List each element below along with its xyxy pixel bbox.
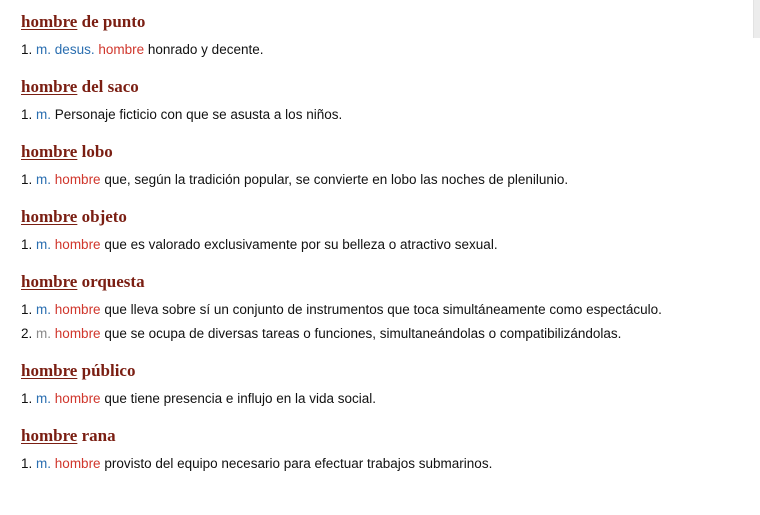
- sense-number: 1.: [21, 237, 33, 252]
- scrollbar-edge[interactable]: [753, 0, 760, 38]
- headword-link[interactable]: hombre: [21, 426, 78, 445]
- grammar-abbreviation[interactable]: m.: [36, 237, 52, 252]
- grammar-abbreviation[interactable]: m.: [36, 107, 52, 122]
- grammar-abbreviation: m.: [36, 326, 52, 341]
- sense-definition: provisto del equipo necesario para efectuar trabajos submarinos.: [104, 456, 493, 471]
- sense-definition: que lleva sobre sí un conjunto de instrumentos que toca simultáneamente como espectáculo.: [104, 302, 662, 317]
- entry-title-rest: rana: [81, 426, 116, 445]
- entry-title: [21, 205, 751, 229]
- sense-definition: honrado y decente.: [147, 42, 264, 57]
- headword-link[interactable]: hombre: [21, 12, 78, 31]
- sense-item: [21, 299, 751, 321]
- dictionary-entries: [21, 10, 751, 489]
- sense-definition: Personaje ficticio con que se asusta a los niños.: [54, 107, 343, 122]
- entry-title: [21, 359, 751, 383]
- entry-hombre-lobo: [21, 140, 751, 191]
- reference-link[interactable]: hombre: [54, 456, 101, 471]
- entry-title: [21, 75, 751, 99]
- entry-hombre-del-saco: [21, 75, 751, 126]
- grammar-abbreviation[interactable]: m.: [36, 42, 52, 57]
- reference-link[interactable]: hombre: [98, 42, 145, 57]
- sense-number: 2.: [21, 326, 33, 341]
- entry-title-rest: orquesta: [81, 272, 145, 291]
- sense-number: 1.: [21, 456, 33, 471]
- entry-title: [21, 10, 751, 34]
- grammar-abbreviation[interactable]: m.: [36, 391, 52, 406]
- sense-number: 1.: [21, 302, 33, 317]
- entry-hombre-objeto: [21, 205, 751, 256]
- sense-item: [21, 453, 751, 475]
- sense-number: 1.: [21, 172, 33, 187]
- sense-item: [21, 39, 751, 61]
- sense-number: 1.: [21, 107, 33, 122]
- entry-title-rest: del saco: [81, 77, 139, 96]
- entry-title-rest: objeto: [81, 207, 127, 226]
- grammar-abbreviation[interactable]: m.: [36, 302, 52, 317]
- sense-item: [21, 323, 751, 345]
- sense-definition: que, según la tradición popular, se convierte en lobo las noches de plenilunio.: [104, 172, 569, 187]
- sense-item: [21, 388, 751, 410]
- reference-link[interactable]: hombre: [54, 237, 101, 252]
- headword-link[interactable]: hombre: [21, 207, 78, 226]
- grammar-abbreviation[interactable]: m.: [36, 456, 52, 471]
- headword-link[interactable]: hombre: [21, 77, 78, 96]
- headword-link[interactable]: hombre: [21, 361, 78, 380]
- entry-hombre-publico: [21, 359, 751, 410]
- entry-hombre-orquesta: [21, 270, 751, 345]
- sense-definition: que es valorado exclusivamente por su belleza o atractivo sexual.: [104, 237, 498, 252]
- sense-item: [21, 104, 751, 126]
- entry-hombre-rana: [21, 424, 751, 475]
- reference-link[interactable]: hombre: [54, 172, 101, 187]
- sense-item: [21, 234, 751, 256]
- sense-definition: que tiene presencia e influjo en la vida social.: [104, 391, 377, 406]
- headword-link[interactable]: hombre: [21, 272, 78, 291]
- reference-link[interactable]: hombre: [54, 391, 101, 406]
- entry-title: [21, 270, 751, 294]
- entry-title-rest: de punto: [81, 12, 146, 31]
- sense-number: 1.: [21, 42, 33, 57]
- entry-title-rest: público: [81, 361, 136, 380]
- entry-hombre-de-punto: [21, 10, 751, 61]
- grammar-abbreviation[interactable]: m.: [36, 172, 52, 187]
- entry-title: [21, 140, 751, 164]
- sense-number: 1.: [21, 391, 33, 406]
- sense-definition: que se ocupa de diversas tareas o funciones, simultaneándolas o compatibilizándolas.: [104, 326, 622, 341]
- usage-abbreviation[interactable]: desus.: [54, 42, 95, 57]
- sense-item: [21, 169, 751, 191]
- entry-title: [21, 424, 751, 448]
- headword-link[interactable]: hombre: [21, 142, 78, 161]
- reference-link[interactable]: hombre: [54, 302, 101, 317]
- reference-link[interactable]: hombre: [54, 326, 101, 341]
- entry-title-rest: lobo: [81, 142, 113, 161]
